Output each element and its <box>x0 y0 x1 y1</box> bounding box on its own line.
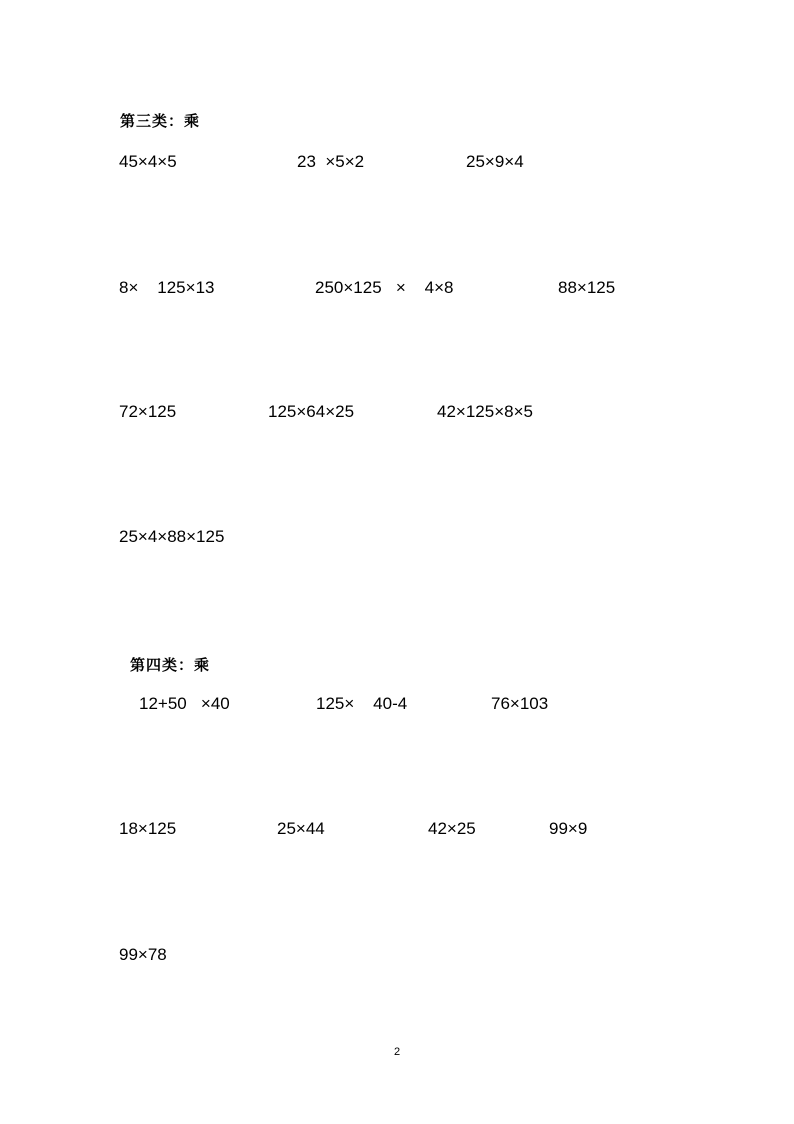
problem-4-2: 125× 40-4 <box>316 694 408 713</box>
problem-4-5: 25×44 <box>277 819 325 838</box>
problem-4-1: 12+50 ×40 <box>139 694 230 713</box>
problem-4-4: 18×125 <box>119 819 177 838</box>
problem-3-8: 125×64×25 <box>268 402 355 421</box>
problem-3-9: 42×125×8×5 <box>437 402 533 421</box>
section-3-heading: 第三类：乘 <box>120 112 201 130</box>
problem-3-3: 25×9×4 <box>466 152 524 171</box>
problem-4-8: 99×78 <box>119 945 167 964</box>
problem-4-6: 42×25 <box>428 819 476 838</box>
problem-3-2: 23 ×5×2 <box>297 152 365 171</box>
page-number: 2 <box>393 1046 401 1058</box>
problem-4-7: 99×9 <box>549 819 588 838</box>
problem-3-4: 8× 125×13 <box>119 278 215 297</box>
problem-4-3: 76×103 <box>491 694 549 713</box>
section-4-heading: 第四类：乘 <box>130 656 211 674</box>
problem-3-5: 250×125 × 4×8 <box>315 278 454 297</box>
problem-3-10: 25×4×88×125 <box>119 527 225 546</box>
problem-3-6: 88×125 <box>558 278 616 297</box>
problem-3-7: 72×125 <box>119 402 177 421</box>
problem-3-1: 45×4×5 <box>119 152 177 171</box>
